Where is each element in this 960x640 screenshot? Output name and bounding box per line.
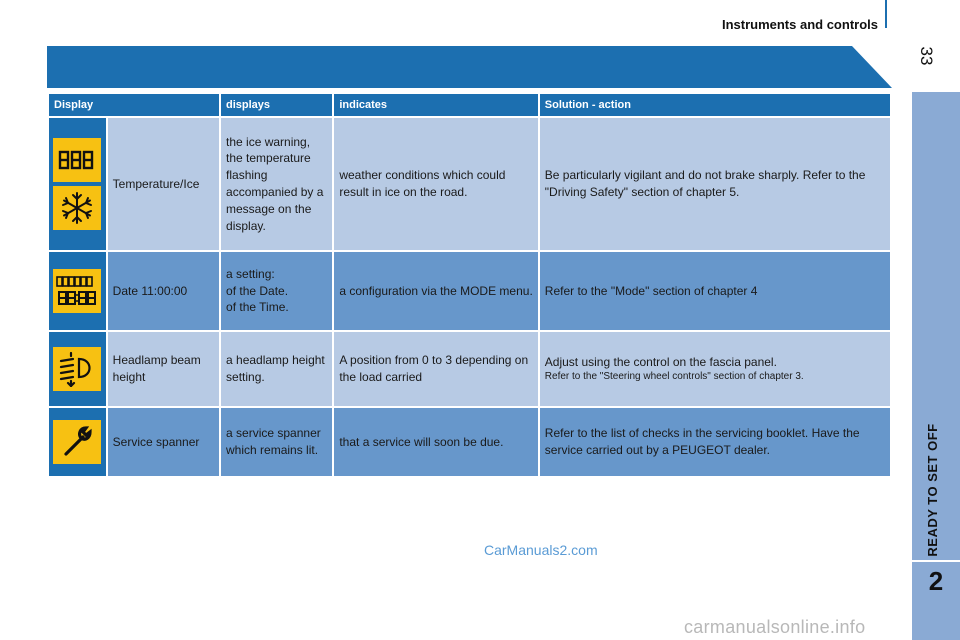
displays-text: a service spanner which remains lit. xyxy=(221,408,332,476)
displays-text xyxy=(221,252,332,330)
chapter-section-label: READY TO SET OFF xyxy=(925,423,940,557)
display-name: Temperature/Ice xyxy=(108,118,219,250)
action-text: Be particularly vigilant and do not brake sharply. Refer to the "Driving Safety" section of chapter 5. xyxy=(540,118,890,250)
action-text: Adjust using the control on the fascia panel. xyxy=(544,354,777,369)
icon-cell xyxy=(49,332,106,406)
display-name: Service spanner xyxy=(108,408,219,476)
icon-cell xyxy=(49,118,106,250)
table-row xyxy=(49,118,890,250)
watermark-bottom: carmanualsonline.info xyxy=(684,617,866,637)
displays-text: a headlamp height setting. xyxy=(221,332,332,406)
section-title: Instruments and controls xyxy=(721,17,878,32)
table-row xyxy=(49,408,890,476)
column-header-displays: displays xyxy=(221,94,332,116)
table-row xyxy=(49,332,890,406)
indicator-table xyxy=(47,92,892,478)
icon-cell xyxy=(49,252,106,330)
table-header-row xyxy=(49,94,890,116)
action-note: Refer to the "Steering wheel controls" section of chapter 3. xyxy=(544,371,804,383)
page-number: 33 xyxy=(917,46,936,66)
action-cell xyxy=(540,332,890,406)
indicates-text: weather conditions which could result in ice on the road. xyxy=(334,118,537,250)
displays-line: a setting: xyxy=(226,266,275,281)
column-header-action: Solution - action xyxy=(540,94,890,116)
display-name: Date 11:00:00 xyxy=(108,252,219,330)
indicates-text: that a service will soon be due. xyxy=(334,408,537,476)
displays-text: the ice warning, the temperature flashing accompanied by a message on the display. xyxy=(221,118,332,250)
side-divider xyxy=(912,560,960,562)
chapter-number: 2 xyxy=(928,566,944,596)
watermark-top: CarManuals2.com xyxy=(484,542,598,558)
digital-date-time-icon xyxy=(53,269,101,313)
spanner-icon xyxy=(53,420,101,464)
snowflake-icon xyxy=(53,186,101,230)
headlamp-beam-icon xyxy=(53,347,101,391)
column-header-indicates: indicates xyxy=(334,94,537,116)
header-rule xyxy=(885,0,887,28)
blue-banner xyxy=(47,46,892,88)
display-name: Headlamp beam height xyxy=(108,332,219,406)
action-text: Refer to the list of checks in the servicing booklet. Have the service carried out by a PEUGEOT dealer. xyxy=(540,408,890,476)
action-text: Refer to the "Mode" section of chapter 4 xyxy=(540,252,890,330)
digital-temperature-icon xyxy=(53,138,101,182)
column-header-display: Display xyxy=(49,94,219,116)
displays-line: of the Time. xyxy=(226,300,289,315)
indicates-text: a configuration via the MODE menu. xyxy=(334,252,537,330)
indicates-text: A position from 0 to 3 depending on the load carried xyxy=(334,332,537,406)
displays-line: of the Date. xyxy=(226,283,289,298)
icon-cell xyxy=(49,408,106,476)
table-row xyxy=(49,252,890,330)
